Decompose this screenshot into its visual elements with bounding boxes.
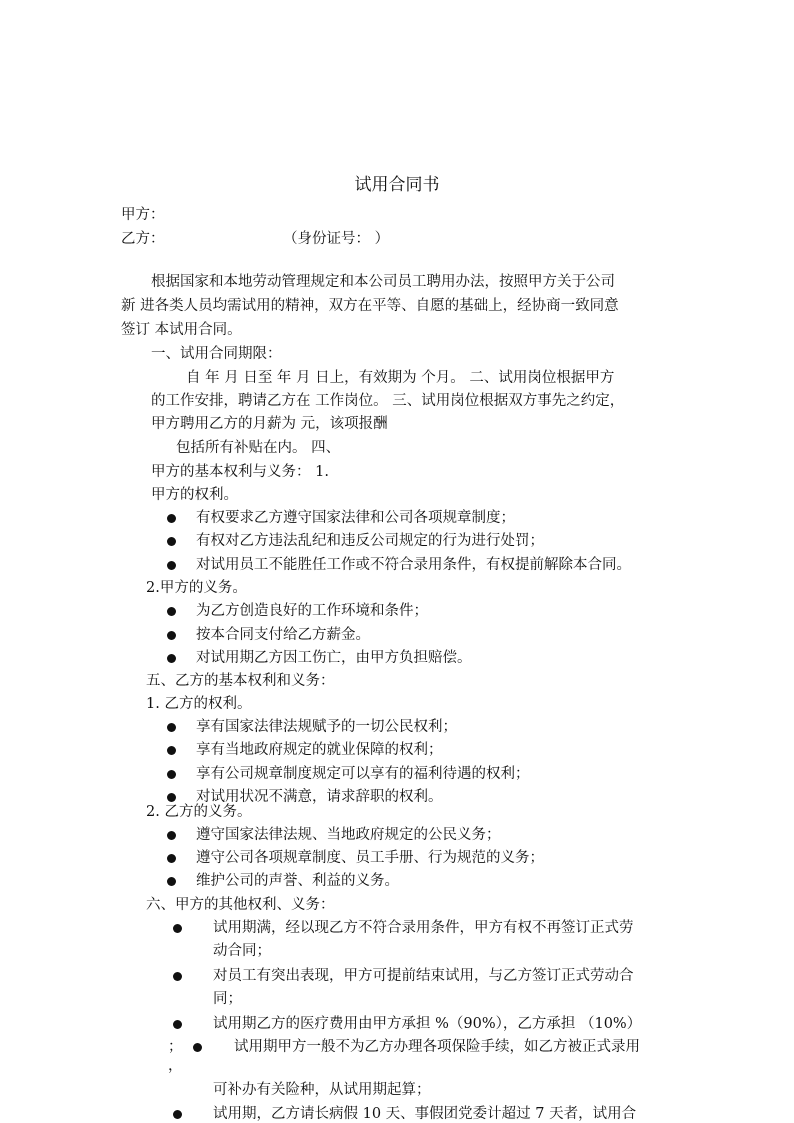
bullet-icon — [173, 924, 182, 933]
bullet-icon — [167, 561, 176, 570]
list-item: 享有当地政府规定的就业保障的权利； — [196, 742, 443, 758]
body-line: 甲方的权利。 — [151, 487, 238, 503]
list-item-cont: 同； — [213, 991, 242, 1007]
list-item: 有权要求乙方遵守国家法律和公司各项规章制度； — [196, 510, 515, 526]
intro-line: 签订 本试用合同。 — [121, 322, 242, 338]
intro-line: 根据国家和本地劳动管理规定和本公司员工聘用办法，按照甲方关于公司 — [151, 274, 615, 290]
bullet-icon — [167, 654, 176, 663]
list-item: 试用期甲方一般不为乙方办理各项保险手续，如乙方被正式录用 — [234, 1039, 640, 1055]
intro-line: 新 进各类人员均需试用的精神，双方在平等、自愿的基础上，经协商一致同意 — [121, 298, 619, 314]
bullet-icon — [167, 514, 176, 523]
bullet-icon — [167, 793, 176, 802]
document-title: 试用合同书 — [354, 175, 440, 195]
section-heading: 一、试用合同期限： — [151, 346, 282, 362]
bullet-icon — [167, 537, 176, 546]
party-a-label: 甲方： — [121, 207, 165, 223]
bullet-icon — [167, 854, 176, 863]
bullet-icon — [167, 770, 176, 779]
body-line: 甲方聘用乙方的月薪为 元，该项报酬 — [151, 416, 388, 432]
bullet-icon — [167, 607, 176, 616]
list-item: 试用期满，经以现乙方不符合录用条件，甲方有权不再签订正式劳 — [213, 920, 634, 936]
list-item: 对员工有突出表现，甲方可提前结束试用，与乙方签订正式劳动合 — [213, 968, 634, 984]
list-item: 对试用期乙方因工伤亡，由甲方负担赔偿。 — [196, 650, 472, 666]
list-item: 遵守国家法律法规、当地政府规定的公民义务； — [196, 827, 501, 843]
bullet-icon — [167, 746, 176, 755]
list-item: 对试用状况不满意，请求辞职的权利。 — [196, 789, 443, 805]
bullet-icon — [173, 1110, 182, 1119]
bullet-icon — [167, 877, 176, 886]
body-line: 自 年 月 日至 年 月 日上，有效期为 个月。 二、试用岗位根据甲方 — [186, 370, 615, 386]
list-item: 试用期，乙方请长病假 10 天、事假团党委计超过 7 天者，试用合 — [213, 1106, 637, 1122]
list-item: 为乙方创造良好的工作环境和条件； — [196, 603, 428, 619]
list-item: 享有国家法律法规赋予的一切公民权利； — [196, 719, 457, 735]
list-item-cont: 可补办有关险种，从试用期起算； — [213, 1082, 431, 1098]
party-b-label: 乙方： — [121, 231, 165, 247]
bullet-icon — [193, 1043, 202, 1052]
list-item: 维护公司的声誉、利益的义务。 — [196, 873, 399, 889]
list-item-cont: 动合同； — [213, 943, 271, 959]
list-item: 遵守公司各项规章制度、员工手册、行为规范的义务； — [196, 850, 544, 866]
id-number-label: （身份证号： ） — [283, 231, 390, 247]
list-item: 按本合同支付给乙方薪金。 — [196, 627, 370, 643]
body-line: 包括所有补贴在内。 四、 — [176, 440, 341, 456]
list-item: 试用期乙方的医疗费用由甲方承担 %（90%），乙方承担 （10%） — [213, 1016, 642, 1032]
subsection-heading: 2.甲方的义务。 — [146, 580, 247, 596]
subsection-heading: 1. 乙方的权利。 — [146, 696, 252, 712]
punctuation: ； — [168, 1039, 183, 1055]
punctuation: ， — [168, 1058, 183, 1074]
list-item: 对试用员工不能胜任工作或不符合录用条件，有权提前解除本合同。 — [196, 557, 631, 573]
bullet-icon — [167, 631, 176, 640]
bullet-icon — [173, 1020, 182, 1029]
list-item: 享有公司规章制度规定可以享有的福利待遇的权利； — [196, 766, 530, 782]
body-line: 甲方的基本权利与义务： 1. — [151, 464, 329, 480]
section-heading: 五、乙方的基本权利和义务： — [146, 673, 335, 689]
list-item: 有权对乙方违法乱纪和违反公司规定的行为进行处罚； — [196, 533, 544, 549]
section-heading: 六、甲方的其他权利、义务： — [146, 897, 335, 913]
bullet-icon — [167, 831, 176, 840]
bullet-icon — [167, 723, 176, 732]
body-line: 的工作安排，聘请乙方在 工作岗位。 三、试用岗位根据双方事先之约定， — [151, 393, 625, 409]
bullet-icon — [173, 972, 182, 981]
subsection-heading: 2. 乙方的义务。 — [146, 804, 252, 820]
